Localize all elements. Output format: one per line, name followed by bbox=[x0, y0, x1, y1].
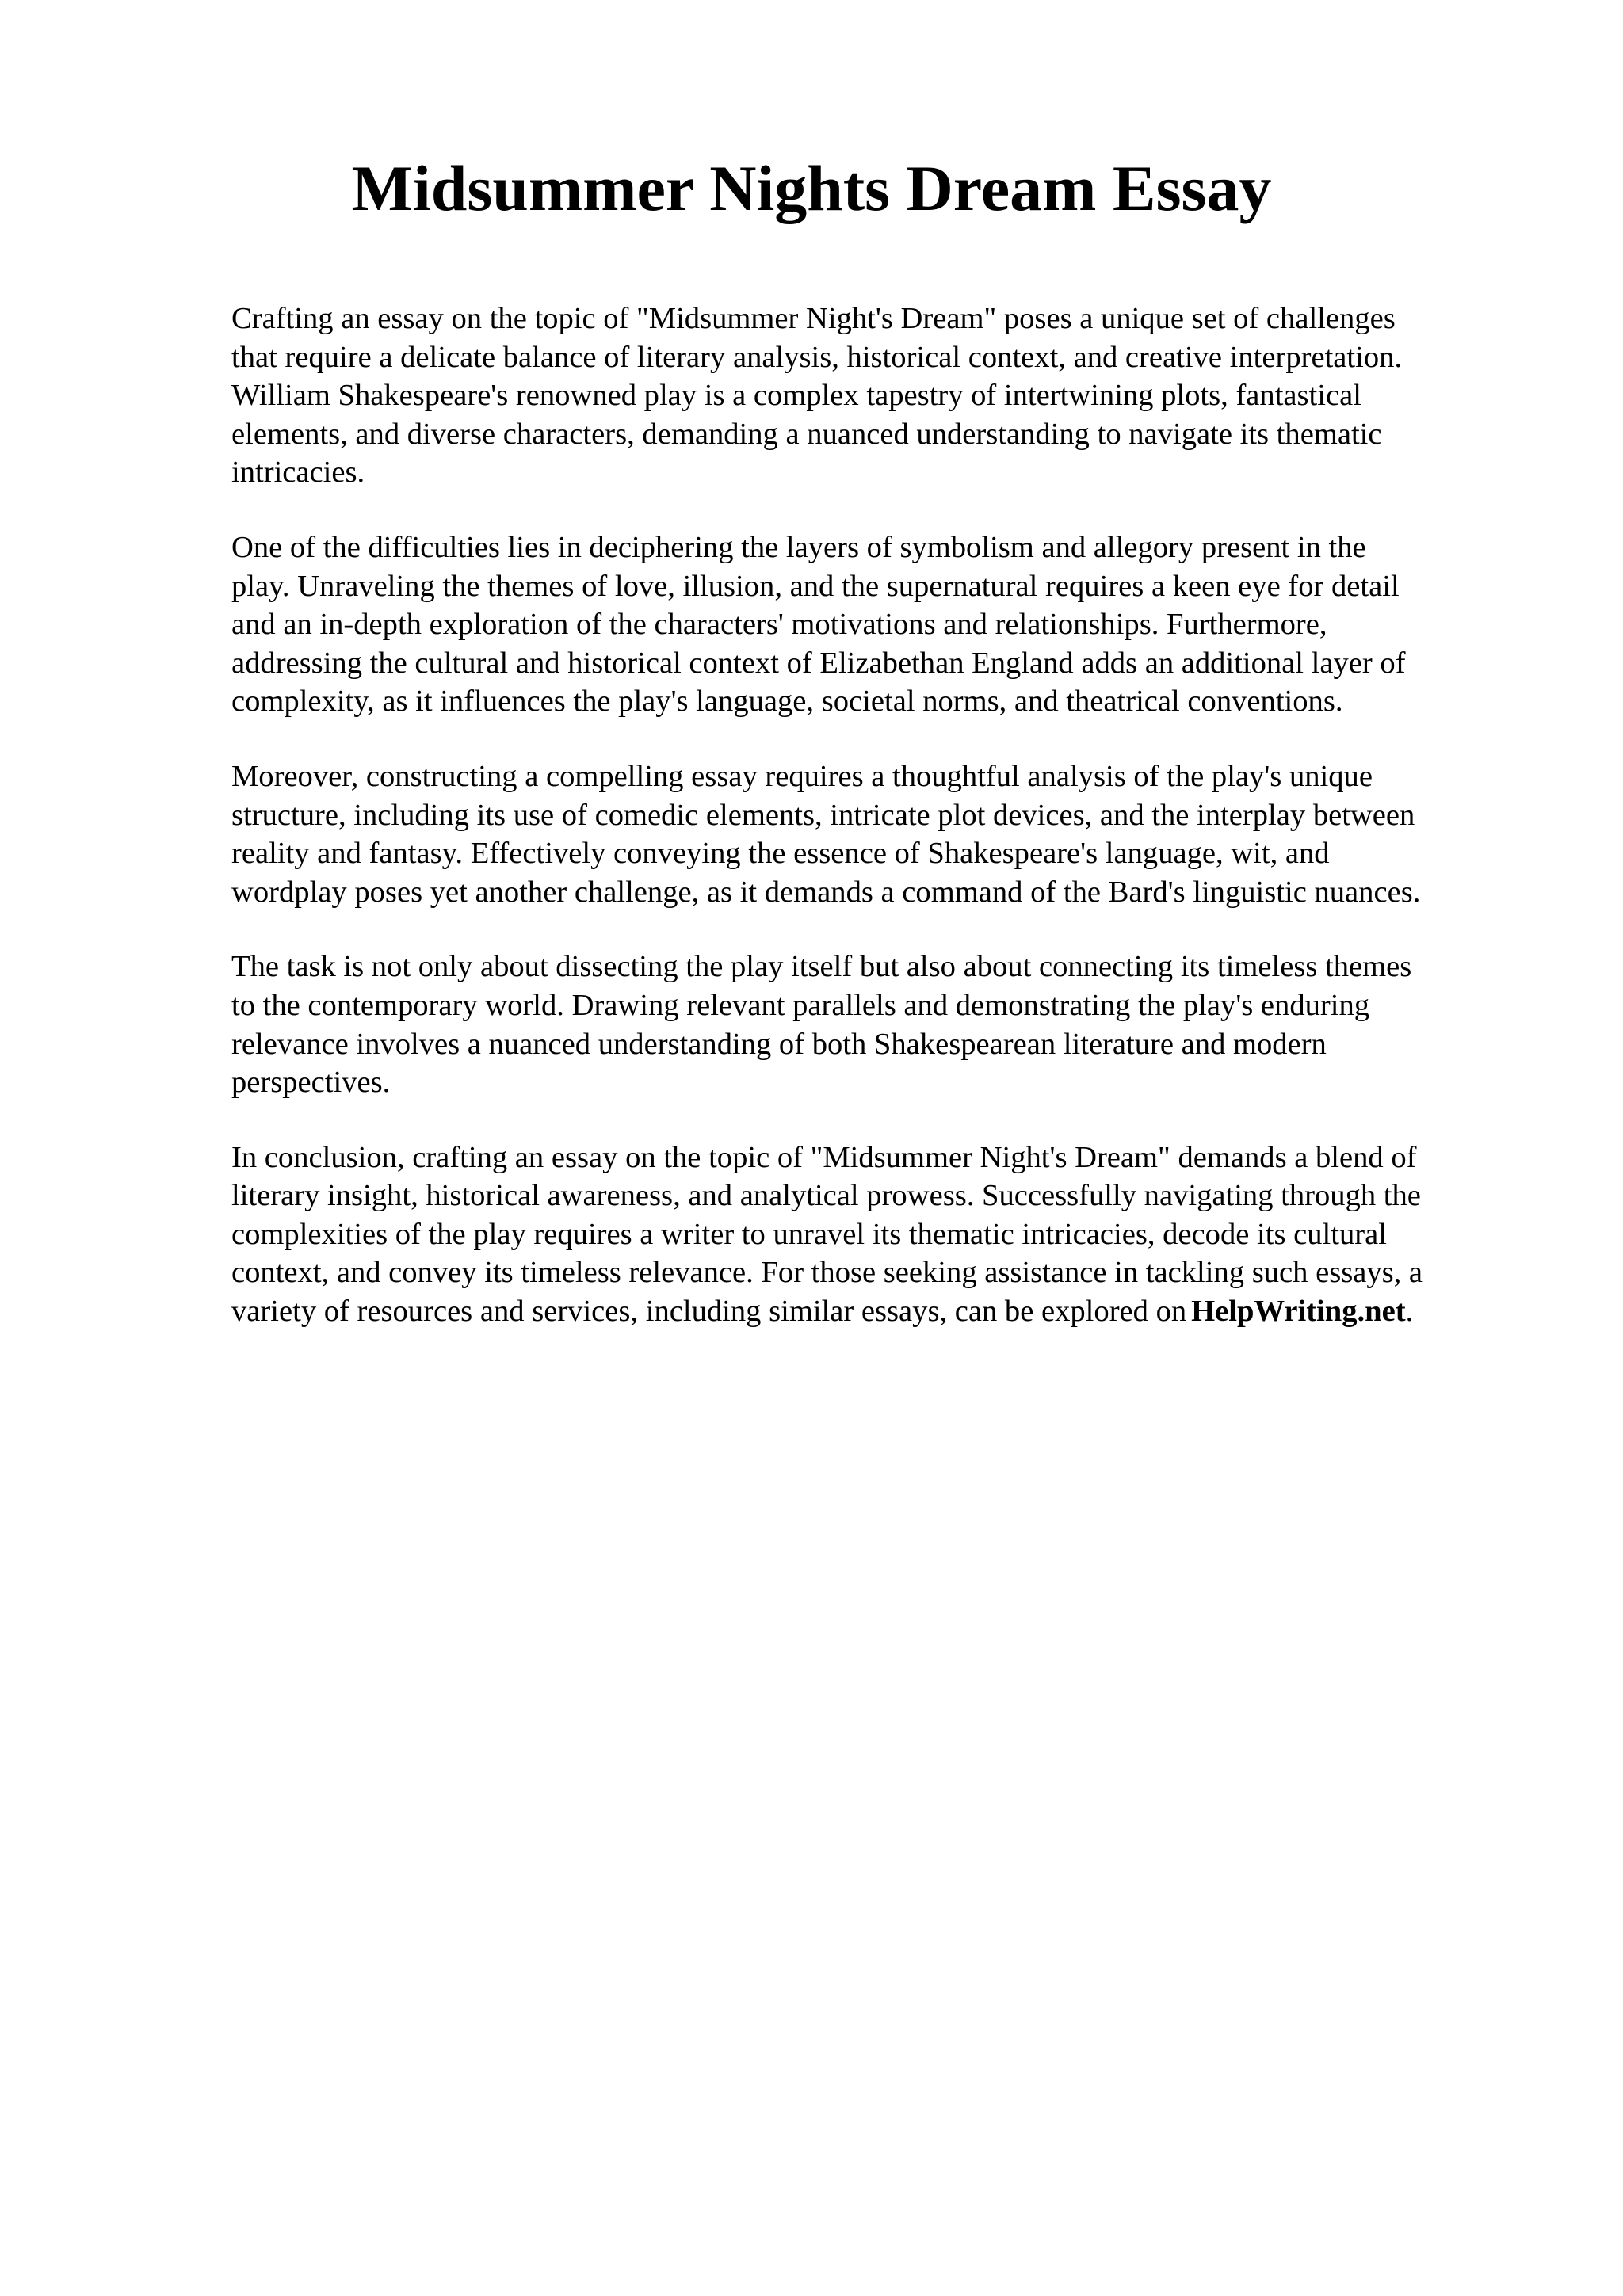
paragraph-line: William Shakespeare's renowned play is a complex tapestry of intertwining plots, fantastical bbox=[231, 379, 1361, 413]
paragraph-line: to the contemporary world. Drawing relevant parallels and demonstrating the play's enduring bbox=[231, 988, 1370, 1022]
paragraph-line: relevance involves a nuanced understanding of both Shakespearean literature and modern bbox=[231, 1027, 1327, 1061]
paragraph-line: structure, including its use of comedic elements, intricate plot devices, and the interplay between bbox=[231, 798, 1415, 832]
paragraph-line: that require a delicate balance of literary analysis, historical context, and creative interpretation. bbox=[231, 340, 1403, 374]
paragraph-line: and an in-depth exploration of the characters' motivations and relationships. Furthermore, bbox=[231, 608, 1327, 642]
paragraph-1 bbox=[231, 299, 1531, 492]
paragraph-line: context, and convey its timeless relevance. For those seeking assistance in tackling such essays, a bbox=[231, 1256, 1423, 1290]
paragraph-conclusion bbox=[231, 1138, 1531, 1331]
last-line-period: . bbox=[1405, 1295, 1414, 1329]
paragraph-line: One of the difficulties lies in deciphering the layers of symbolism and allegory present in the bbox=[231, 530, 1366, 564]
paragraph-line: complexities of the play requires a writer to unravel its thematic intricacies, decode its cultural bbox=[231, 1217, 1387, 1251]
helpwriting-link[interactable]: HelpWriting.net bbox=[1191, 1295, 1406, 1329]
paragraph-last-line bbox=[231, 1292, 1531, 1331]
paragraph-2 bbox=[231, 528, 1531, 721]
paragraph-line: reality and fantasy. Effectively conveying the essence of Shakespeare's language, wit, and bbox=[231, 837, 1330, 871]
paragraph-3 bbox=[231, 757, 1531, 911]
page-title: Midsummer Nights Dream Essay bbox=[351, 152, 1272, 224]
paragraph-line: Moreover, constructing a compelling essay requires a thoughtful analysis of the play's unique bbox=[231, 759, 1373, 793]
paragraph-4 bbox=[231, 948, 1531, 1101]
paragraph-line: addressing the cultural and historical context of Elizabethan England adds an additional layer of bbox=[231, 646, 1406, 680]
paragraph-line: literary insight, historical awareness, and analytical prowess. Successfully navigating through the bbox=[231, 1179, 1421, 1213]
last-line-text: variety of resources and services, including similar essays, can be explored on bbox=[231, 1295, 1187, 1329]
paragraph-line: wordplay poses yet another challenge, as it demands a command of the Bard's linguistic nuances. bbox=[231, 875, 1421, 909]
paragraph-line: complexity, as it influences the play's language, societal norms, and theatrical conventions. bbox=[231, 685, 1343, 719]
paragraph-line: intricacies. bbox=[231, 456, 365, 490]
paragraph-line: elements, and diverse characters, demanding a nuanced understanding to navigate its thematic bbox=[231, 417, 1382, 451]
paragraph-line: Crafting an essay on the topic of "Midsummer Night's Dream" poses a unique set of challenges bbox=[231, 302, 1396, 335]
paragraph-line: play. Unraveling the themes of love, illusion, and the supernatural requires a keen eye for detail bbox=[231, 569, 1400, 603]
essay-body bbox=[231, 299, 1531, 1367]
paragraph-line: The task is not only about dissecting the play itself but also about connecting its timeless themes bbox=[231, 950, 1412, 984]
paragraph-line: In conclusion, crafting an essay on the topic of "Midsummer Night's Dream" demands a blend of bbox=[231, 1140, 1417, 1174]
paragraph-line: perspectives. bbox=[231, 1066, 391, 1100]
